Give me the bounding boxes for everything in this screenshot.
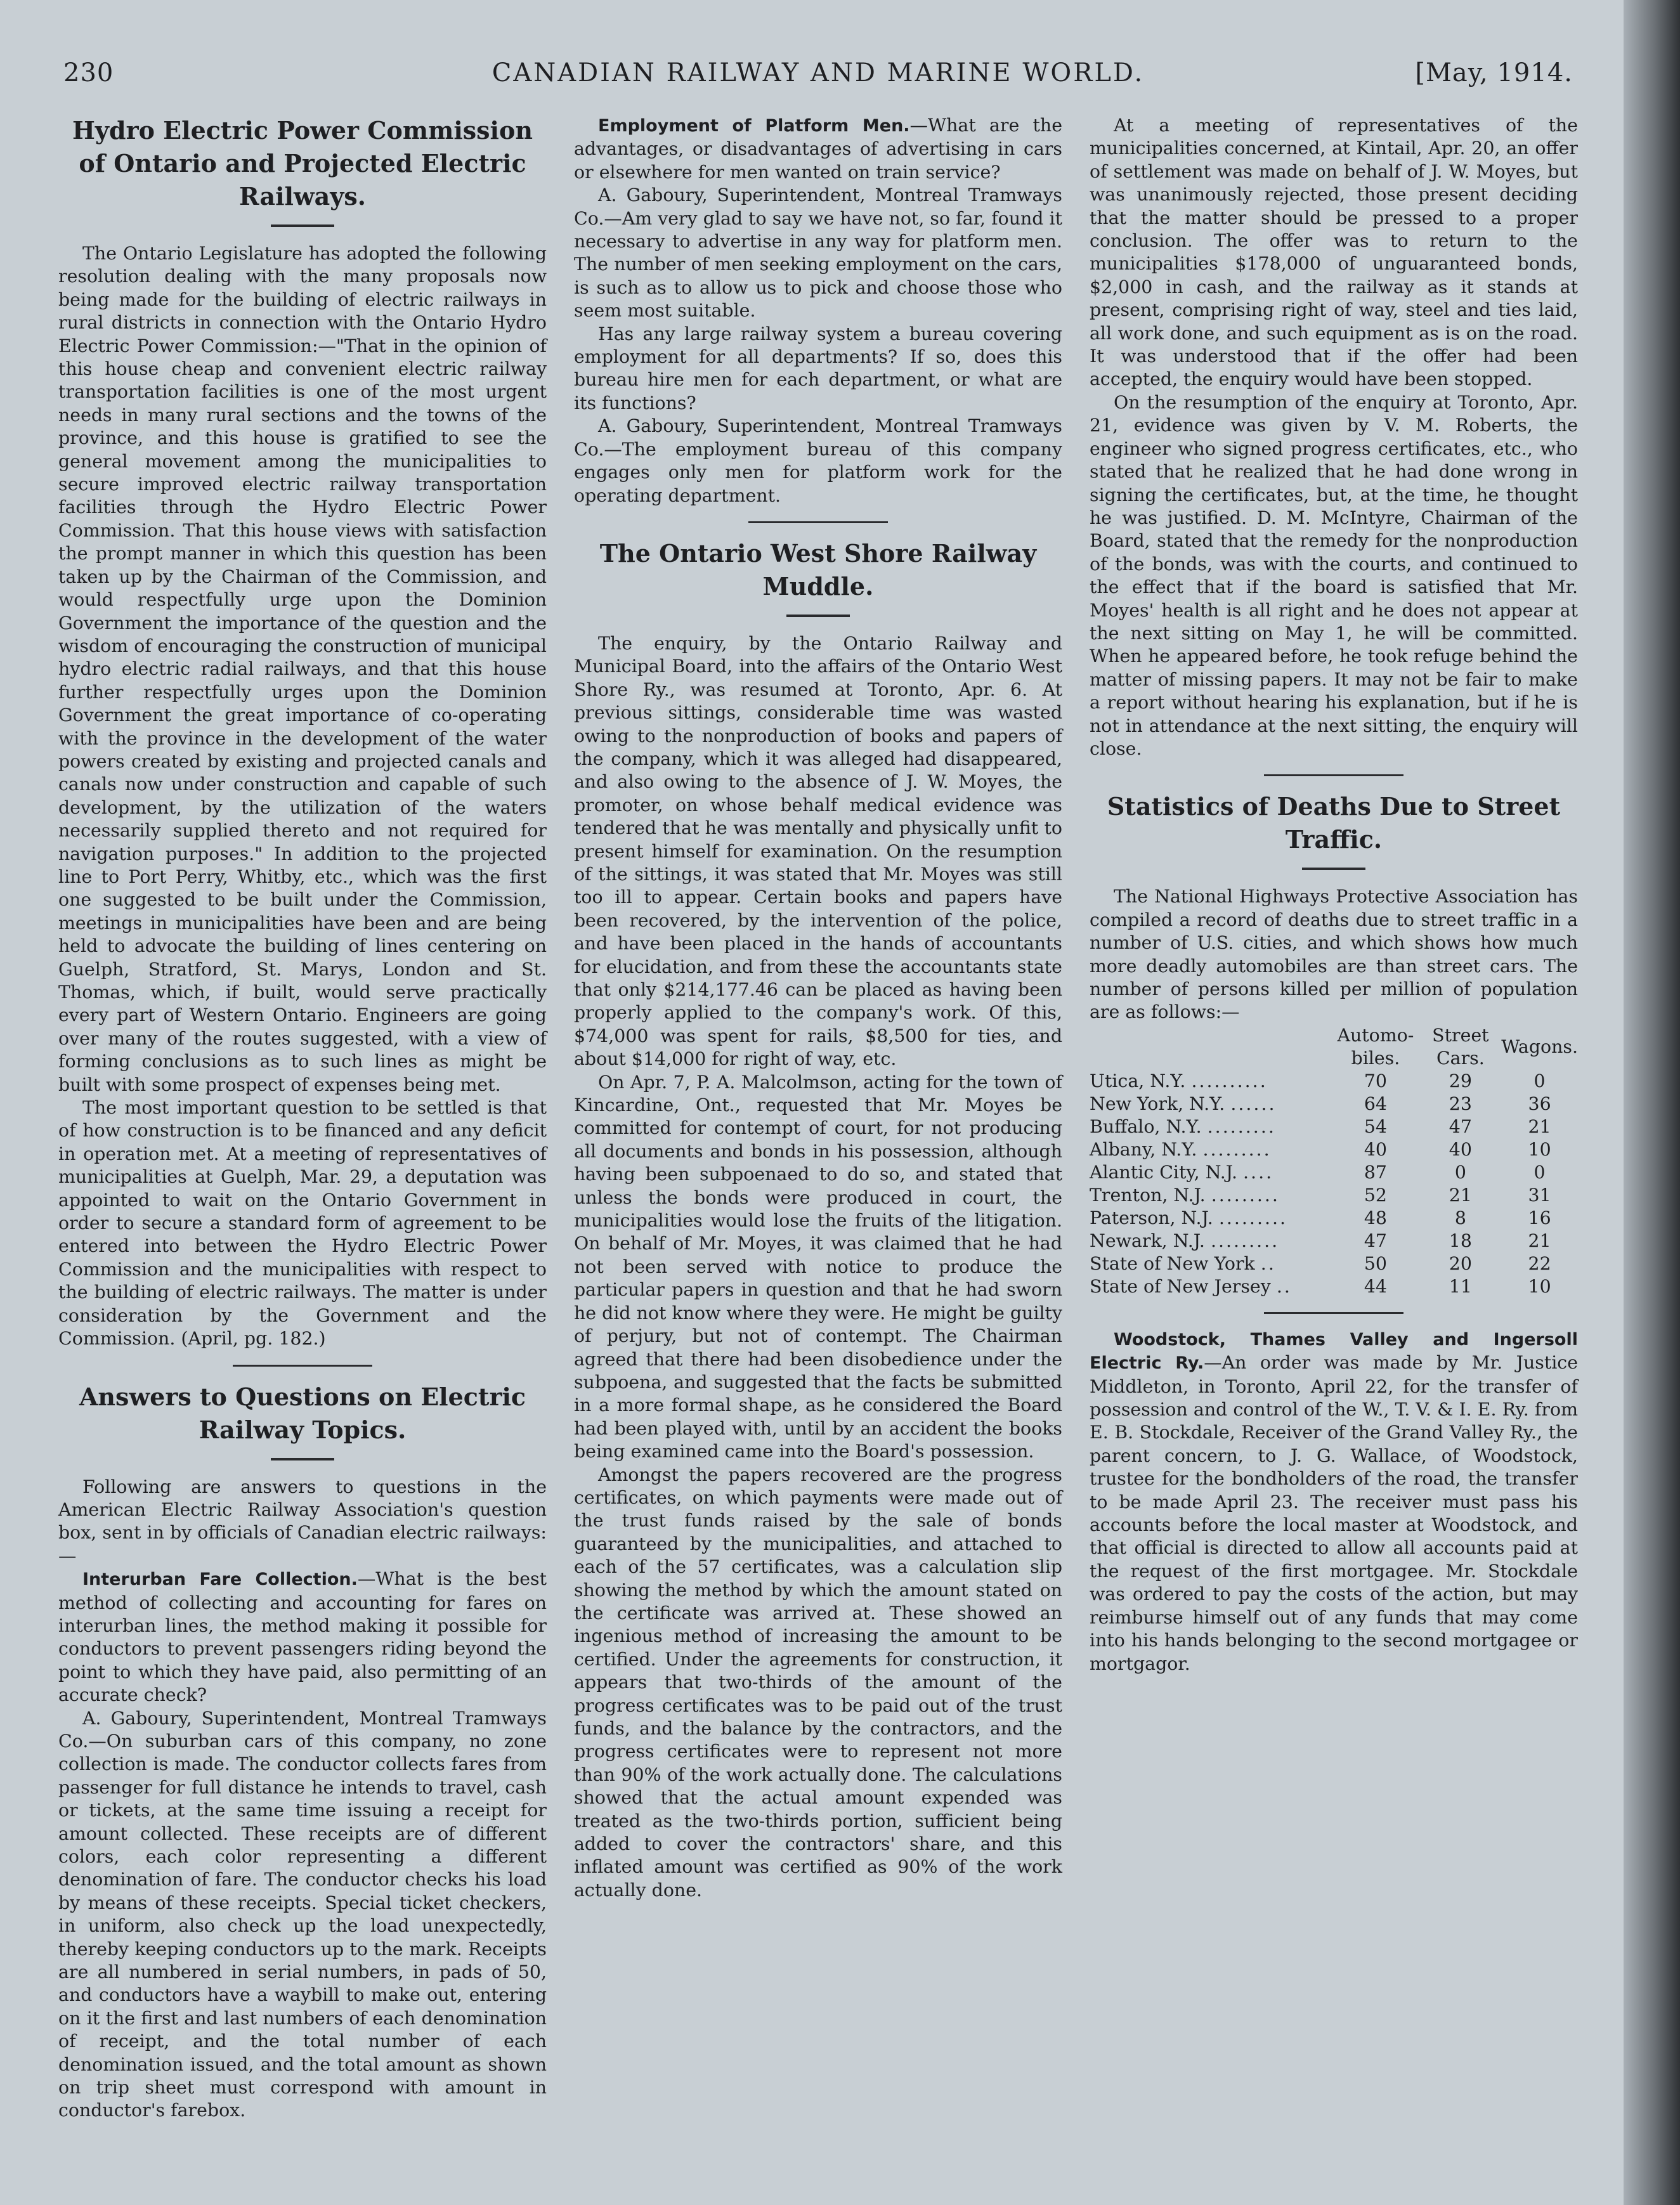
column-header-wagons: Wagons. [1501, 1036, 1578, 1057]
city-name: State of New Jersey [1090, 1275, 1271, 1297]
headline-rule [271, 224, 334, 227]
street-cars-cell: 8 [1454, 1207, 1466, 1228]
automobiles-cell: 47 [1364, 1230, 1387, 1251]
wagons-cell: 36 [1528, 1093, 1551, 1114]
automobiles-cell: 44 [1364, 1275, 1387, 1297]
city-name: Utica, N.Y. [1090, 1070, 1186, 1091]
dot-leader: ......... [1218, 1207, 1288, 1228]
article-paragraph: On Apr. 7, P. A. Malcolmson, acting for the town of Kincardine, Ont., requested that Mr. Moyes be committed for contempt of court, for not producing all documents and bonds in his possession, although having been subpoenaed to do so, and stated that unless the bonds were produced in court, the municipalities would lose the fruits of the litigation. On behalf of Mr. Moyes, it was claimed that he had not been served with notice to produce the particular papers in question and that he had sworn he did not know where they were. He might be guilty of perjury, but not of contempt. The Chairman agreed that there had been disobedience under the subpoena, and suggested that the facts be submitted in a more formal shape, as he considered the Board had been played with, until by an accident the books being examined came into the Board's possession. [574, 1071, 1062, 1462]
city-name: Buffalo, N.Y. [1090, 1116, 1202, 1137]
wagons-cell: 21 [1528, 1116, 1551, 1137]
dot-leader: ......... [1210, 1230, 1280, 1251]
wagons-cell: 31 [1528, 1184, 1551, 1206]
headline-hydro-electric: Hydro Electric Power Commission of Ontario and Projected Electric Railways. [72, 116, 533, 211]
dot-leader: .... [1243, 1161, 1274, 1183]
automobiles-cell: 70 [1364, 1070, 1387, 1091]
table-row [1090, 1230, 1578, 1252]
wagons-cell: 10 [1528, 1138, 1551, 1160]
automobiles-cell: 54 [1364, 1116, 1387, 1137]
dot-leader: .......... [1191, 1070, 1268, 1091]
dot-leader: ......... [1207, 1116, 1276, 1137]
street-cars-cell: 21 [1449, 1184, 1472, 1206]
column-header-street-cars: Street Cars. [1432, 1024, 1489, 1069]
article-paragraph: On the resumption of the enquiry at Toronto, Apr. 21, evidence was given by V. M. Roberts, the engineer who signed progress certificates, etc., who stated that he realized that he had done wrong in signing the certificates, but, at the time, he thought he was justified. D. M. McIntyre, Chairman of the Board, stated that the remedy for the nonproduction of the bonds, was with the courts, and continued to the effect that if the board is satisfied that Mr. Moyes' health is all right and he does not appear at the next sitting on May 1, he will be committed. When he appeared before, he took refuge behind the matter of missing papers. It may not be fair to make a report without hearing his explanation, but if he is not in attendance at the next sitting, the enquiry will close. [1090, 391, 1578, 759]
article-paragraph: The enquiry, by the Ontario Railway and Municipal Board, into the affairs of the Ontario West Shore Ry., was resumed at Toronto, Apr. 6. At previous sittings, considerable time was wasted owing to the nonproduction of books and papers of the company, which it was alleged had disappeared, and also owing to the absence of J. W. Moyes, the promoter, on whose behalf medical evidence was tendered that he was mentally and physically unfit to present himself for examination. On the resumption of the sittings, it was stated that Mr. Moyes was still too ill to appear. Certain books and papers have been recovered, by the intervention of the police, and have been placed in the hands of accountants for elucidation, and from these the accountants state that only $214,177.46 can be placed as having been properly applied to the company's work. Of this, $74,000 was spent for rails, $8,500 for ties, and about $14,000 for right of way, etc. [574, 632, 1062, 1070]
column-3 [1090, 114, 1578, 1675]
table-row [1090, 1161, 1578, 1184]
article-paragraph: A. Gaboury, Superintendent, Montreal Tramways Co.—The employment bureau of this company engages only men for platform work for the operating department. [574, 415, 1062, 506]
issue-date: [May, 1914. [1415, 58, 1573, 88]
city-name: Albany, N.Y. [1090, 1138, 1197, 1160]
runin-heading: Employment of Platform Men. [598, 116, 910, 136]
article-paragraph: The most important question to be settled is that of how construction is to be financed and any deficit in operation met. At a meeting of representatives of municipalities at Guelph, Mar. 29, a deputation was appointed to wait on the Ontario Government in order to secure a standard form of agreement to be entered into between the Hydro Electric Power Commission and the municipalities with respect to the building of electric railways. The matter is under consideration by the Government and the Commission. (April, pg. 182.) [58, 1097, 547, 1350]
headline-rule [271, 1458, 334, 1460]
article-paragraph: The National Highways Protective Association has compiled a record of deaths due to street traffic in a number of U.S. cities, and which shows how much more deadly automobiles are than street cars. The number of persons killed per million of population are as follows:— [1090, 886, 1578, 1023]
article-paragraph [58, 1568, 547, 1707]
wagons-cell: 0 [1533, 1070, 1546, 1091]
street-cars-cell: 0 [1454, 1161, 1466, 1183]
question-text: —What are the advantages, or disadvantages of advertising in cars or elsewhere for men wanted on train service? [574, 115, 1062, 183]
wagons-cell: 10 [1528, 1275, 1551, 1297]
article-paragraph: A. Gaboury, Superintendent, Montreal Tramways Co.—On suburban cars of this company, no zone collection is made. The conductor collects fares from passenger for full distance he intends to travel, cash or tickets, at the same time issuing a receipt for amount collected. These receipts are of different colors, each color representing a different denomination of fare. The conductor checks his load by means of these receipts. Special ticket checkers, in uniform, also check up the load unexpectedly, thereby keeping conductors up to the mark. Receipts are all numbered in serial numbers, in pads of 50, and conductors have a waybill to make out, entering on it the first and last numbers of each denomination of receipt, and the total number of each denomination issued, and the total amount as shown on trip sheet must correspond with amount in conductor's farebox. [58, 1707, 547, 2121]
article-paragraph: The Ontario Legislature has adopted the following resolution dealing with the many proposals now being made for the building of electric railways in rural districts in connection with the Ontario Hydro Electric Power Commission:—"That in the opinion of this house cheap and convenient electric railway transportation facilities is one of the most urgent needs in many rural sections and the towns of the province, and this house is gratified to see the general movement among the municipalities to secure improved electric railway transportation facilities through the Hydro Electric Power Commission. That this house views with satisfaction the prompt manner in which this question has been taken up by the Chairman of the Commission, and would respectfully urge upon the Dominion Government the importance of the question and the wisdom of encouraging the construction of municipal hydro electric radial railways, and that this house further respectfully urges upon the Dominion Government the great importance of co-operating with the province in the development of the water powers created by existing and projected canals and canals now under construction and capable of such development, by the utilization of the waters necessarily supplied thereto and not required for navigation purposes." In addition to the projected line to Port Perry, Whitby, etc., which was the first one suggested to be built under the Commission, meetings in municipalities have been and are being held to advocate the building of lines centering on Guelph, Stratford, St. Marys, London and St. Thomas, which, if built, would serve practically every part of Western Ontario. Engineers are going over many of the routes suggested, with a view of forming conclusions as to such lines as might be built with some prospect of expenses being met. [58, 243, 547, 1095]
city-cell [1090, 1275, 1331, 1298]
headline-west-shore: The Ontario West Shore Railway Muddle. [599, 538, 1037, 601]
city-cell [1090, 1207, 1331, 1230]
page-header [63, 58, 1573, 96]
article-paragraph: Following are answers to questions in the American Electric Railway Association's question box, sent in by officials of Canadian electric railways:— [58, 1476, 547, 1566]
article-divider [233, 1365, 372, 1367]
city-cell [1090, 1184, 1331, 1207]
street-cars-cell: 11 [1449, 1275, 1472, 1297]
city-cell [1090, 1161, 1331, 1184]
article-divider [748, 521, 888, 523]
city-name: Alantic City, N.J. [1090, 1161, 1237, 1183]
publication-title: CANADIAN RAILWAY AND MARINE WORLD. [492, 58, 1145, 88]
article-paragraph: Amongst the papers recovered are the progress certificates, on which payments were made out of the trust funds raised by the sale of bonds guaranteed by the municipalities, and attached to each of the 57 certificates, was a calculation slip showing the method by which the amount stated on the certificate was arrived at. These showed an ingenious method of increasing the amount to be certified. Under the agreements for construction, it appears that two-thirds of the amount of the progress certificates was to be paid out of the trust funds, and the balance by the contractors, and the progress certificates were to represent not more than 90% of the work actually done. The calculations showed that the actual amount expended was treated as the two-thirds portion, sufficient being added to cover the contractors' share, and this inflated amount was certified as 90% of the work actually done. [574, 1464, 1062, 1901]
table-header-row [1090, 1024, 1578, 1070]
column-1 [58, 114, 547, 2123]
table-row [1090, 1116, 1578, 1138]
automobiles-cell: 40 [1364, 1138, 1387, 1160]
column-2 [574, 114, 1062, 1902]
headline-answers-questions: Answers to Questions on Electric Railway Topics. [79, 1382, 526, 1444]
article-paragraph: Has any large railway system a bureau covering employment for all departments? If so, does this bureau hire men for each department, or what are its functions? [574, 323, 1062, 413]
street-cars-cell: 18 [1449, 1230, 1472, 1251]
city-name: Newark, N.J. [1090, 1230, 1205, 1251]
dot-leader: .. [1260, 1252, 1276, 1274]
article-divider [1264, 1312, 1403, 1314]
runin-heading: Interurban Fare Collection. [82, 1570, 358, 1590]
article-text: —An order was made by Mr. Justice Middleton, in Toronto, April 22, for the transfer of possession and control of the W., T. V. & I. E. Ry. from E. B. Stockdale, Receiver of the Grand Valley Ry., the parent concern, to J. G. Wallace, of Woodstock, trustee for the bondholders of the road, the transfer to be made April 23. The receiver must pass his accounts before the local master at Woodstock, and that official is directed to allow all accounts paid at the request of the first mortgagee. Mr. Stockdale was ordered to pay the costs of the action, but may reimburse himself out of any funds that may come into his hands belonging to the second mortgagee or mortgagor. [1090, 1352, 1579, 1674]
question-text: —What is the best method of collecting and accounting for fares on interurban lines, the method making it possible for conductors to prevent passengers riding beyond the point to which they have paid, also permitting of an accurate check? [58, 1568, 547, 1706]
city-cell [1090, 1093, 1331, 1116]
column-header-city [1090, 1024, 1331, 1070]
table-row [1090, 1184, 1578, 1207]
street-cars-cell: 23 [1449, 1093, 1472, 1114]
table-row [1090, 1252, 1578, 1275]
headline-deaths-statistics: Statistics of Deaths Due to Street Traffic. [1107, 792, 1561, 854]
table-row [1090, 1207, 1578, 1230]
table-row [1090, 1138, 1578, 1161]
article-paragraph [1090, 1328, 1578, 1675]
street-cars-cell: 29 [1449, 1070, 1472, 1091]
wagons-cell: 22 [1528, 1252, 1551, 1274]
dot-leader: ...... [1230, 1093, 1277, 1114]
wagons-cell: 0 [1533, 1161, 1546, 1183]
article-paragraph: At a meeting of representatives of the municipalities concerned, at Kintail, Apr. 20, an offer of settlement was made on behalf of J. W. Moyes, but was unanimously rejected, those present deciding that the matter should be pressed to a proper conclusion. The offer was to return to the municipalities $178,000 of unguaranteed bonds, $2,000 in cash, and the railway as it stands at present, comprising right of way, steel and ties laid, all work done, and such equipment as is on the road. It was understood that if the offer had been accepted, the enquiry would have been stopped. [1090, 115, 1578, 390]
automobiles-cell: 64 [1364, 1093, 1387, 1114]
runin-heading: Woodstock, Thames Valley and Ingersoll Electric Ry. [1090, 1329, 1578, 1374]
automobiles-cell: 48 [1364, 1207, 1387, 1228]
dot-leader: ......... [1211, 1184, 1280, 1206]
table-row [1090, 1093, 1578, 1116]
article-deaths-statistics [1090, 790, 1578, 1298]
city-name: State of New York [1090, 1252, 1255, 1274]
city-name: Paterson, N.J. [1090, 1207, 1213, 1228]
article-answers-questions [58, 1381, 547, 2123]
headline-rule [1302, 868, 1365, 870]
dot-leader: ......... [1202, 1138, 1272, 1160]
wagons-cell: 21 [1528, 1230, 1551, 1251]
article-hydro-electric [58, 114, 547, 1351]
street-cars-cell: 47 [1449, 1116, 1472, 1137]
automobiles-cell: 50 [1364, 1252, 1387, 1274]
automobiles-cell: 87 [1364, 1161, 1387, 1183]
city-cell [1090, 1230, 1331, 1252]
binding-gutter [1624, 0, 1680, 2205]
article-paragraph: A. Gaboury, Superintendent, Montreal Tramways Co.—Am very glad to say we have not, so far, found it necessary to advertise in any way for platform men. The number of men seeking employment on the cars, is such as to allow us to pick and choose those who seem most suitable. [574, 185, 1062, 322]
street-cars-cell: 20 [1449, 1252, 1472, 1274]
city-name: New York, N.Y. [1090, 1093, 1225, 1114]
city-cell [1090, 1070, 1331, 1093]
article-woodstock [1090, 1328, 1578, 1675]
wagons-cell: 16 [1528, 1207, 1551, 1228]
table-row [1090, 1070, 1578, 1093]
article-paragraph [574, 114, 1062, 184]
article-divider [1264, 774, 1403, 776]
dot-leader: .. [1276, 1275, 1292, 1297]
automobiles-cell: 52 [1364, 1184, 1387, 1206]
column-header-automobiles: Automo-biles. [1337, 1024, 1414, 1069]
table-row [1090, 1275, 1578, 1298]
page-number: 230 [63, 58, 114, 88]
city-name: Trenton, N.J. [1090, 1184, 1206, 1206]
city-cell [1090, 1116, 1331, 1138]
street-cars-cell: 40 [1449, 1138, 1472, 1160]
headline-rule [786, 615, 850, 617]
city-cell [1090, 1252, 1331, 1275]
city-cell [1090, 1138, 1331, 1161]
article-west-shore [574, 537, 1062, 1902]
deaths-table [1090, 1024, 1578, 1298]
